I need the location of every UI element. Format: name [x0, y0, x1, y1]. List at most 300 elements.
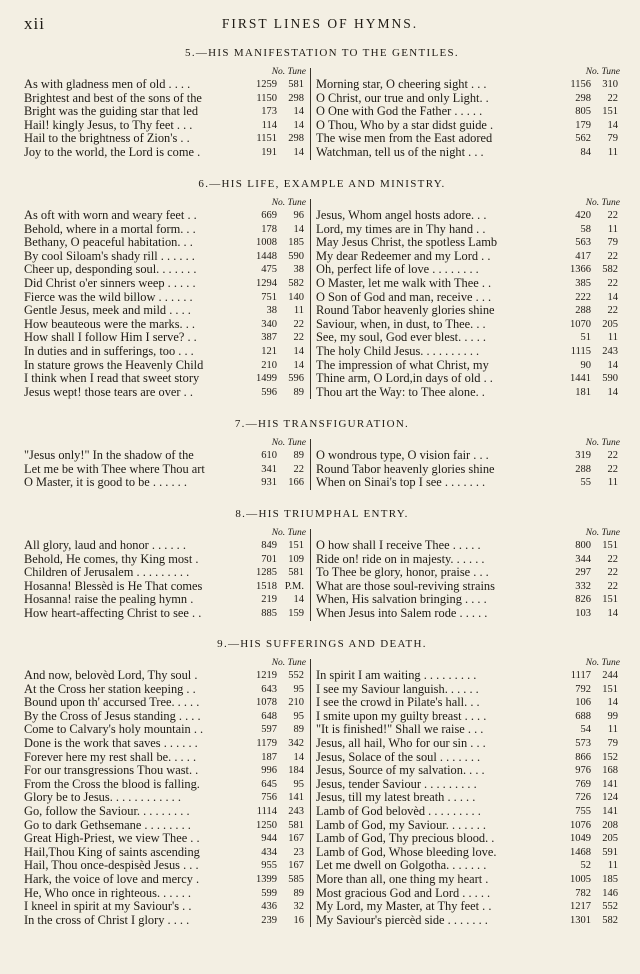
hymn-entry: [24, 359, 306, 373]
hymn-entry: [316, 805, 620, 819]
tune-number: 310: [602, 79, 618, 90]
hymn-entry: [316, 791, 620, 805]
tune-number: 342: [288, 737, 304, 749]
hymn-number: 996: [261, 765, 277, 777]
hymn-number: 643: [261, 683, 277, 695]
hymn-entry: [24, 119, 306, 133]
tune-number: 146: [602, 887, 618, 899]
section-title: 7.—HIS TRANSFIGURATION.: [234, 418, 410, 430]
hymn-number: 84: [580, 146, 591, 158]
no-tune-header: No. Tune: [585, 528, 620, 538]
hymn-entry: [24, 318, 306, 332]
hymn-entry: [316, 900, 620, 914]
tune-number: 11: [293, 305, 304, 317]
tune-number: 95: [293, 710, 304, 722]
tune-number: 124: [602, 792, 618, 804]
hymn-number: 1117: [570, 670, 591, 681]
hymn-number: 1499: [256, 373, 277, 385]
tune-number: 205: [602, 833, 618, 845]
hymn-first-line: In spirit I am waiting . . . . . . . . .: [316, 669, 477, 682]
hymn-first-line: Joy to the world, the Lord is come .: [24, 145, 201, 159]
hymn-first-line: He, Who once in righteous. . . . . .: [24, 886, 192, 900]
tune-number: 582: [602, 264, 618, 276]
tune-number: 11: [607, 223, 618, 235]
hymn-number: 1078: [256, 697, 277, 709]
hymn-entry: [24, 791, 306, 805]
hymn-number: 191: [261, 146, 277, 158]
hymn-entry: [316, 372, 620, 386]
hymn-first-line: Jesus wept! those tears are over . .: [24, 385, 193, 399]
hymn-entry: [316, 859, 620, 873]
hymn-number: 1076: [570, 819, 591, 831]
hymn-entry: [316, 778, 620, 792]
hymn-number: 344: [575, 553, 591, 565]
tune-number: 581: [288, 819, 304, 831]
hymn-first-line: Thou art the Way: to Thee alone. .: [316, 385, 485, 399]
tune-number: 89: [293, 450, 304, 461]
hymn-first-line: Fierce was the wild billow . . . . . .: [24, 290, 193, 304]
hymn-number: 187: [261, 751, 277, 763]
hymn-number: 55: [580, 477, 591, 489]
no-tune-header: No. Tune: [585, 438, 620, 448]
tune-number: 14: [607, 697, 618, 709]
no-tune-header: No. Tune: [271, 528, 306, 538]
tune-number: 14: [293, 345, 304, 357]
hymn-first-line: I smite upon my guilty breast . . . .: [316, 709, 487, 723]
hymn-number: 58: [580, 223, 591, 235]
hymn-number: 599: [261, 887, 277, 899]
hymn-first-line: To Thee be glory, honor, praise . . .: [316, 566, 489, 580]
tune-number: 14: [293, 119, 304, 131]
hymn-first-line: Jesus, tender Saviour . . . . . . . . .: [316, 777, 477, 791]
column-divider: [310, 199, 311, 399]
tune-number: 210: [288, 697, 304, 709]
hymn-first-line: My Lord, my Master, at Thy feet . .: [316, 900, 492, 914]
tune-number: 22: [607, 210, 618, 221]
tune-number: 22: [607, 450, 618, 461]
hymn-entry: [316, 345, 620, 359]
tune-number: 151: [602, 683, 618, 695]
hymn-first-line: Hail,Thou King of saints ascending: [24, 845, 200, 859]
hymn-entry: [24, 78, 306, 92]
tune-number: 95: [293, 778, 304, 790]
tune-number: 32: [293, 901, 304, 913]
hymn-first-line: See, my soul, God ever blest. . . . .: [316, 331, 487, 345]
hymn-number: 1156: [570, 79, 591, 90]
hymn-entry: [24, 132, 306, 146]
hymn-first-line: Saviour, when, in dust, to Thee. . .: [316, 317, 486, 331]
hymn-first-line: Round Tabor heavenly glories shine: [316, 304, 495, 318]
hymn-number: 103: [575, 607, 591, 619]
hymn-number: 417: [575, 250, 591, 262]
hymn-first-line: Hark, the voice of love and mercy .: [24, 872, 200, 886]
tune-number: 99: [607, 710, 618, 722]
hymn-first-line: Behold, where in a mortal form. . .: [24, 222, 196, 236]
tune-number: 581: [288, 567, 304, 579]
tune-number: 38: [293, 264, 304, 276]
hymn-number: 1115: [570, 345, 591, 357]
hymn-entry: [24, 805, 306, 819]
left-column: [24, 437, 306, 490]
hymn-first-line: How heart-affecting Christ to see . .: [24, 606, 202, 620]
tune-number: 14: [607, 119, 618, 131]
hymn-entry: [24, 900, 306, 914]
hymn-first-line: From the Cross the blood is falling.: [24, 777, 200, 791]
hymn-entry: [316, 553, 620, 567]
tune-number: 14: [607, 359, 618, 371]
hymn-number: 562: [575, 133, 591, 145]
hymn-entry: [24, 593, 306, 607]
tune-number: 16: [293, 914, 304, 926]
tune-number: 14: [293, 223, 304, 235]
tune-number: 552: [602, 901, 618, 913]
hymn-first-line: When Jesus into Salem rode . . . . .: [316, 606, 488, 620]
tune-number: 582: [288, 277, 304, 289]
hymn-number: 1005: [570, 873, 591, 885]
hymn-first-line: Brightest and best of the sons of the: [24, 91, 202, 105]
right-column: [316, 197, 620, 399]
hymn-entry: [24, 778, 306, 792]
tune-number: 141: [602, 778, 618, 790]
hymn-first-line: O Master, let me walk with Thee . .: [316, 276, 492, 290]
running-title: FIRST LINES OF HYMNS.: [221, 16, 419, 31]
hymn-entry: [316, 263, 620, 277]
hymn-first-line: Bethany, O peaceful habitation. . .: [24, 236, 193, 250]
hymn-entry: [316, 607, 620, 621]
tune-number: 141: [602, 805, 618, 817]
tune-number: 166: [288, 477, 304, 489]
tune-number: 167: [288, 833, 304, 845]
tune-number: 243: [602, 345, 618, 357]
tune-number: 151: [288, 540, 304, 551]
hymn-number: 782: [575, 887, 591, 899]
hymn-first-line: When, His salvation bringing . . . .: [316, 593, 487, 607]
hymn-number: 1448: [256, 250, 277, 262]
hymn-number: 800: [575, 540, 591, 551]
hymn-entry: [316, 250, 620, 264]
hymn-entry: [316, 359, 620, 373]
hymn-entry: [316, 887, 620, 901]
hymn-first-line: Watchman, tell us of the night . . .: [316, 145, 484, 159]
hymn-number: 573: [575, 737, 591, 749]
hymn-entry: [24, 764, 306, 778]
hymn-entry: [316, 669, 620, 683]
hymn-first-line: By cool Siloam's shady rill . . . . . .: [24, 249, 195, 263]
hymn-first-line: O Master, it is good to be . . . . . .: [24, 476, 187, 490]
hymn-entry: [24, 209, 306, 223]
hymn-entry: [24, 819, 306, 833]
hymn-number: 420: [575, 210, 591, 221]
tune-number: 22: [607, 92, 618, 104]
hymn-entry: [316, 463, 620, 477]
tune-number: 184: [288, 765, 304, 777]
hymn-first-line: O Thou, Who by a star didst guide .: [316, 118, 494, 132]
hymn-first-line: Great High-Priest, we view Thee . .: [24, 832, 200, 846]
tune-number: 552: [288, 670, 304, 681]
hymn-entry: [24, 580, 306, 594]
tune-number: 185: [288, 237, 304, 249]
hymn-number: 1179: [256, 737, 277, 749]
hymn-number: 826: [575, 594, 591, 606]
hymn-number: 239: [261, 914, 277, 926]
column-divider: [310, 529, 311, 621]
hymn-number: 332: [575, 580, 591, 592]
hymn-first-line: What are those soul-reviving strains: [316, 579, 495, 593]
tune-number: 151: [602, 540, 618, 551]
no-tune-header: No. Tune: [271, 67, 306, 77]
hymn-entry: [24, 607, 306, 621]
tune-number: 22: [607, 305, 618, 317]
hymn-first-line: Hosanna! Blessèd is He That comes: [24, 579, 203, 593]
tune-number: 185: [602, 873, 618, 885]
tune-number: P.M.: [284, 580, 304, 592]
hymn-entry: [316, 105, 620, 119]
hymn-entry: [24, 146, 306, 160]
hymn-first-line: Glory be to Jesus. . . . . . . . . . . .: [24, 791, 181, 805]
tune-number: 22: [607, 463, 618, 475]
hymn-entry: [316, 119, 620, 133]
hymn-entry: [24, 92, 306, 106]
tune-number: 14: [607, 386, 618, 398]
tune-number: 596: [288, 373, 304, 385]
hymn-first-line: O Son of God and man, receive . . .: [316, 290, 492, 304]
tune-number: 11: [607, 860, 618, 872]
hymn-entry: [316, 873, 620, 887]
tune-number: 591: [602, 846, 618, 858]
hymn-entry: [24, 304, 306, 318]
section-title: 5.—HIS MANIFESTATION TO THE GENTILES.: [185, 47, 459, 59]
hymn-first-line: At the Cross her station keeping . .: [24, 682, 196, 696]
right-column: [316, 527, 620, 621]
hymn-first-line: When on Sinai's top I see . . . . . . .: [316, 476, 486, 490]
hymn-entry: [24, 291, 306, 305]
hymn-number: 1301: [570, 914, 591, 926]
hymn-number: 1070: [570, 318, 591, 330]
hymn-number: 90: [580, 359, 591, 371]
hymn-entry: [316, 764, 620, 778]
hymn-entry: [316, 304, 620, 318]
tune-number: 22: [293, 318, 304, 330]
tune-number: 14: [293, 146, 304, 158]
hymn-first-line: "It is finished!" Shall we raise . . .: [316, 723, 484, 737]
hymn-entry: [316, 236, 620, 250]
hymn-number: 52: [580, 860, 591, 872]
hymn-first-line: Go, follow the Saviour. . . . . . . . .: [24, 804, 190, 818]
tune-number: 151: [602, 106, 618, 118]
tune-number: 298: [288, 92, 304, 104]
hymn-entry: [316, 539, 620, 553]
hymn-entry: [24, 236, 306, 250]
hymn-number: 597: [261, 724, 277, 736]
hymn-number: 387: [261, 332, 277, 344]
hymn-number: 976: [575, 765, 591, 777]
tune-number: 22: [607, 580, 618, 592]
hymn-entry: [316, 331, 620, 345]
hymn-first-line: Come to Calvary's holy mountain . .: [24, 723, 204, 737]
hymn-number: 1217: [570, 901, 591, 913]
hymn-entry: [316, 566, 620, 580]
hymn-first-line: O how shall I receive Thee . . . . .: [316, 539, 481, 552]
hymn-number: 288: [575, 463, 591, 475]
no-tune-header: No. Tune: [585, 67, 620, 77]
hymn-entry: [316, 209, 620, 223]
tune-number: 141: [288, 792, 304, 804]
hymn-first-line: I kneel in spirit at my Saviour's . .: [24, 900, 192, 914]
tune-number: 152: [602, 751, 618, 763]
hymn-first-line: In stature grows the Heavenly Child: [24, 358, 204, 372]
hymn-entry: [24, 372, 306, 386]
hymn-number: 1441: [570, 373, 591, 385]
hymn-number: 769: [575, 778, 591, 790]
section-title: 9.—HIS SUFFERINGS AND DEATH.: [217, 638, 427, 650]
hymn-first-line: How shall I follow Him I serve? . .: [24, 331, 197, 345]
hymn-number: 755: [575, 805, 591, 817]
tune-number: 89: [293, 887, 304, 899]
left-column: [24, 66, 306, 160]
hymn-first-line: Lamb of God, my Saviour. . . . . . .: [316, 818, 487, 832]
hymn-number: 319: [575, 450, 591, 461]
left-column: [24, 197, 306, 399]
hymn-first-line: Bright was the guiding star that led: [24, 105, 199, 119]
hymn-first-line: Let me dwell on Golgotha. . . . . . .: [316, 859, 487, 873]
tune-number: 109: [288, 553, 304, 565]
hymn-number: 726: [575, 792, 591, 804]
hymn-entry: [316, 449, 620, 463]
tune-number: 590: [602, 373, 618, 385]
hymn-entry: [316, 819, 620, 833]
hymn-first-line: For our transgressions Thou wast. .: [24, 764, 199, 778]
hymn-number: 1150: [256, 92, 277, 104]
hymn-number: 931: [261, 477, 277, 489]
hymn-number: 955: [261, 860, 277, 872]
hymn-entry: [24, 386, 306, 400]
hymn-entry: [24, 887, 306, 901]
hymn-first-line: Forever here my rest shall be. . . . .: [24, 750, 197, 764]
no-tune-header: No. Tune: [271, 198, 306, 208]
hymn-first-line: Jesus, Solace of the soul . . . . . . .: [316, 750, 481, 764]
tune-number: 11: [607, 332, 618, 344]
hymn-number: 610: [261, 450, 277, 461]
right-column: [316, 657, 620, 927]
hymn-first-line: Morning star, O cheering sight . . .: [316, 78, 487, 91]
hymn-first-line: I think when I read that sweet story: [24, 372, 200, 386]
hymn-first-line: Jesus, all hail, Who for our sin . . .: [316, 736, 486, 750]
hymn-number: 1294: [256, 277, 277, 289]
hymn-number: 866: [575, 751, 591, 763]
hymn-number: 1468: [570, 846, 591, 858]
hymn-entry: [316, 710, 620, 724]
left-column: [24, 527, 306, 621]
hymn-first-line: Gentle Jesus, meek and mild . . . .: [24, 304, 191, 318]
hymn-number: 1114: [256, 805, 277, 817]
hymn-entry: [316, 78, 620, 92]
hymn-first-line: Most gracious God and Lord . . . . .: [316, 886, 491, 900]
hymn-first-line: Lamb of God, Thy precious blood. .: [316, 832, 495, 846]
tune-number: 298: [288, 133, 304, 145]
tune-number: 95: [293, 683, 304, 695]
tune-number: 140: [288, 291, 304, 303]
hymn-entry: [24, 873, 306, 887]
hymn-first-line: As oft with worn and weary feet . .: [24, 209, 197, 222]
hymn-entry: [316, 223, 620, 237]
tune-number: 14: [607, 291, 618, 303]
hymn-number: 792: [575, 683, 591, 695]
tune-number: 22: [607, 567, 618, 579]
column-divider: [310, 439, 311, 490]
tune-number: 167: [288, 860, 304, 872]
hymn-first-line: Hail! kingly Jesus, to Thy feet . . .: [24, 118, 193, 132]
hymn-first-line: "Jesus only!" In the shadow of the: [24, 449, 194, 462]
hymn-entry: [24, 463, 306, 477]
hymn-entry: [24, 696, 306, 710]
hymn-number: 1399: [256, 873, 277, 885]
hymn-first-line: The holy Child Jesus. . . . . . . . . .: [316, 344, 480, 358]
tune-number: 11: [607, 724, 618, 736]
hymn-first-line: Lamb of God belovèd . . . . . . . . .: [316, 804, 481, 818]
hymn-number: 805: [575, 106, 591, 118]
hymn-entry: [24, 737, 306, 751]
tune-number: 89: [293, 724, 304, 736]
hymn-entry: [316, 476, 620, 490]
hymn-first-line: And now, belovèd Lord, Thy soul .: [24, 669, 198, 682]
hymn-first-line: Round Tabor heavenly glories shine: [316, 462, 495, 476]
hymn-first-line: Cheer up, desponding soul. . . . . . .: [24, 263, 197, 277]
hymn-entry: [24, 476, 306, 490]
tune-number: 79: [607, 237, 618, 249]
page-number: xii: [24, 14, 45, 33]
hymn-number: 340: [261, 318, 277, 330]
hymn-entry: [24, 751, 306, 765]
hymn-entry: [24, 914, 306, 928]
hymn-first-line: Lamb of God, Whose bleeding love.: [316, 845, 497, 859]
hymn-entry: [316, 92, 620, 106]
tune-number: 79: [607, 133, 618, 145]
hymn-entry: [316, 751, 620, 765]
hymn-first-line: Did Christ o'er sinners weep . . . . .: [24, 276, 196, 290]
hymn-number: 121: [261, 345, 277, 357]
hymn-number: 1259: [256, 79, 277, 90]
tune-number: 208: [602, 819, 618, 831]
hymn-entry: [316, 846, 620, 860]
hymn-number: 688: [575, 710, 591, 722]
hymn-number: 563: [575, 237, 591, 249]
hymn-first-line: O wondrous type, O vision fair . . .: [316, 449, 489, 462]
tune-number: 22: [607, 250, 618, 262]
hymn-entry: [24, 832, 306, 846]
hymn-first-line: The wise men from the East adored: [316, 132, 493, 146]
hymn-first-line: More than all, one thing my heart .: [316, 872, 489, 886]
hymn-first-line: Jesus, Source of my salvation. . . .: [316, 764, 485, 778]
hymn-number: 385: [575, 277, 591, 289]
hymn-entry: [24, 223, 306, 237]
hymn-first-line: Hosanna! raise the pealing hymn .: [24, 593, 194, 607]
hymn-first-line: All glory, laud and honor . . . . . .: [24, 539, 186, 552]
tune-number: 168: [602, 765, 618, 777]
hymn-first-line: I see the crowd in Pilate's hall. . .: [316, 696, 480, 710]
hymn-number: 596: [261, 386, 277, 398]
hymn-entry: [24, 449, 306, 463]
hymn-number: 701: [261, 553, 277, 565]
hymn-first-line: Bound upon th' accursed Tree. . . . .: [24, 696, 200, 710]
tune-number: 22: [607, 553, 618, 565]
hymn-entry: [24, 539, 306, 553]
hymn-first-line: I see my Saviour languish. . . . . .: [316, 682, 479, 696]
hymn-number: 114: [261, 119, 277, 131]
hymn-number: 1250: [256, 819, 277, 831]
tune-number: 582: [602, 914, 618, 926]
hymn-entry: [316, 832, 620, 846]
hymn-number: 434: [261, 846, 277, 858]
